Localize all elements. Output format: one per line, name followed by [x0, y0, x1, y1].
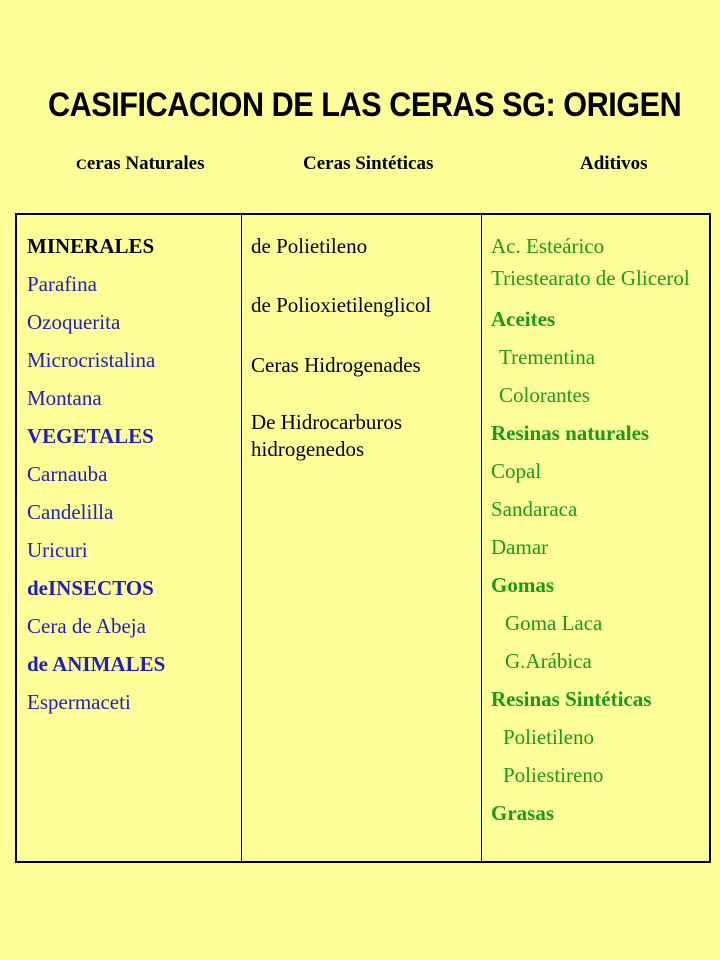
header-ceras-sinteticas: Ceras Sintéticas: [303, 153, 434, 174]
list-item: Copal: [491, 459, 542, 483]
list-item: Colorantes: [499, 383, 590, 407]
list-item: G.Arábica: [505, 649, 592, 673]
list-item: Polietileno: [503, 725, 594, 749]
list-item: Triestearato de Glicerol: [491, 266, 690, 290]
column-aditivos: [491, 227, 709, 832]
category-insectos: deINSECTOS: [27, 576, 154, 600]
header-naturales-rest: eras Naturales: [86, 153, 205, 174]
category-aceites: Aceites: [491, 307, 556, 331]
header-ceras-naturales: [76, 153, 205, 175]
list-item: Montana: [27, 386, 102, 410]
list-item: Sandaraca: [491, 497, 578, 521]
list-item: De Hidrocarburos hidrogenedos: [251, 410, 403, 461]
list-item: Damar: [491, 535, 549, 559]
category-resinas-naturales: Resinas naturales: [491, 421, 650, 445]
header-first-letter: C: [76, 157, 87, 173]
list-item: Trementina: [499, 345, 596, 369]
list-item: Ceras Hidrogenades: [251, 353, 421, 377]
list-item: Microcristalina: [27, 348, 156, 372]
list-item: Parafina: [27, 272, 97, 296]
list-item: Candelilla: [27, 500, 114, 524]
list-item: Ozoquerita: [27, 310, 121, 334]
category-resinas-sinteticas: Resinas Sintéticas: [491, 687, 652, 711]
column-divider-1: [241, 215, 242, 861]
list-item: Carnauba: [27, 462, 108, 486]
category-animales: de ANIMALES: [27, 652, 166, 676]
list-item: Ac. Esteárico: [491, 234, 605, 258]
column-sinteticas: [251, 227, 473, 463]
list-item: Espermaceti: [27, 690, 131, 714]
column-divider-2: [481, 215, 482, 861]
category-minerales: MINERALES: [27, 234, 155, 258]
list-item: de Polietileno: [251, 234, 368, 258]
list-item: Poliestireno: [503, 763, 604, 787]
list-item: Goma Laca: [505, 611, 603, 635]
column-naturales: [27, 227, 237, 721]
classification-table: [15, 213, 711, 863]
category-vegetales: VEGETALES: [27, 424, 154, 448]
list-item: de Polioxietilenglicol: [251, 293, 432, 317]
list-item: Cera de Abeja: [27, 614, 146, 638]
category-grasas: Grasas: [491, 801, 554, 825]
slide-title: CASIFICACION DE LAS CERAS SG: ORIGEN: [48, 86, 682, 124]
category-gomas: Gomas: [491, 573, 554, 597]
list-item: Uricuri: [27, 538, 88, 562]
header-aditivos: Aditivos: [580, 153, 648, 174]
